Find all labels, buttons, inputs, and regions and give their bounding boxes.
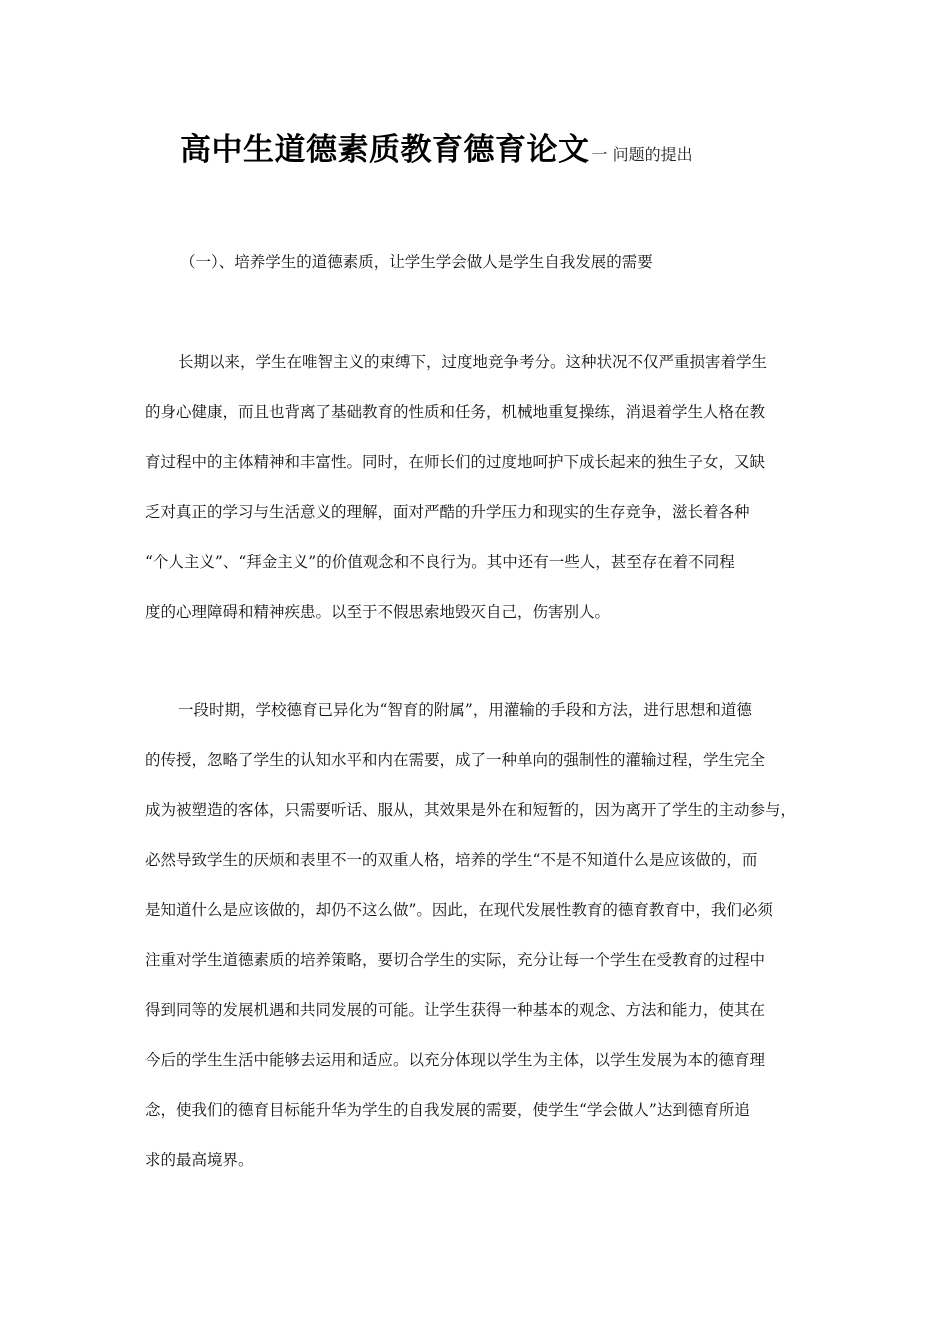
paragraph-line: “个人主义”、“拜金主义”的价值观念和不良行为。其中还有一些人，甚至存在着不同程 (145, 553, 735, 571)
paragraph-line: 的传授，忽略了学生的认知水平和内在需要，成了一种单向的强制性的灌输过程，学生完全 (145, 751, 766, 769)
section-subheading: （一）、培养学生的道德素质，让学生学会做人是学生自我发展的需要 (180, 253, 653, 271)
paragraph-line: 成为被塑造的客体，只需要听话、服从，其效果是外在和短暂的，因为离开了学生的主动参与， (145, 801, 797, 819)
paragraph-line: 是知道什么是应该做的，却仍不这么做”。因此，在现代发展性教育的德育教育中，我们必须 (145, 901, 773, 919)
document-title-row (180, 128, 693, 177)
paragraph-line: 度的心理障碍和精神疾患。以至于不假思索地毁灭自己，伤害别人。 (145, 603, 611, 621)
paragraph-line: 的身心健康，而且也背离了基础教育的性质和任务，机械地重复操练，消退着学生人格在教 (145, 403, 766, 421)
paragraph-line: 念，使我们的德育目标能升华为学生的自我发展的需要，使学生“学会做人”达到德育所追 (145, 1101, 750, 1119)
paragraph-line: 育过程中的主体精神和丰富性。同时，在师长们的过度地呵护下成长起来的独生子女，又缺 (145, 453, 766, 471)
paragraph-line: 求的最高境界。 (145, 1151, 254, 1169)
paragraph-line: 今后的学生生活中能够去运用和适应。以充分体现以学生为主体，以学生发展为本的德育理 (145, 1051, 766, 1069)
paragraph-line: 乏对真正的学习与生活意义的理解，面对严酷的升学压力和现实的生存竞争，滋长着各种 (145, 503, 750, 521)
paragraph-2 (145, 685, 825, 1185)
document-title-suffix: 一 问题的提出 (591, 145, 693, 164)
paragraph-line: 一段时期，学校德育已异化为“智育的附属”，用灌输的手段和方法，进行思想和道德 (178, 701, 752, 719)
paragraph-line: 长期以来，学生在唯智主义的束缚下，过度地竞争考分。这种状况不仅严重损害着学生 (178, 353, 768, 371)
paragraph-line: 注重对学生道德素质的培养策略，要切合学生的实际，充分让每一个学生在受教育的过程中 (145, 951, 766, 969)
paragraph-line: 得到同等的发展机遇和共同发展的可能。让学生获得一种基本的观念、方法和能力，使其在 (145, 1001, 766, 1019)
paragraph-1 (145, 337, 825, 637)
paragraph-line: 必然导致学生的厌烦和表里不一的双重人格，培养的学生“不是不知道什么是应该做的，而 (145, 851, 758, 869)
document-title: 高中生道德素质教育德育论文 (180, 132, 590, 168)
